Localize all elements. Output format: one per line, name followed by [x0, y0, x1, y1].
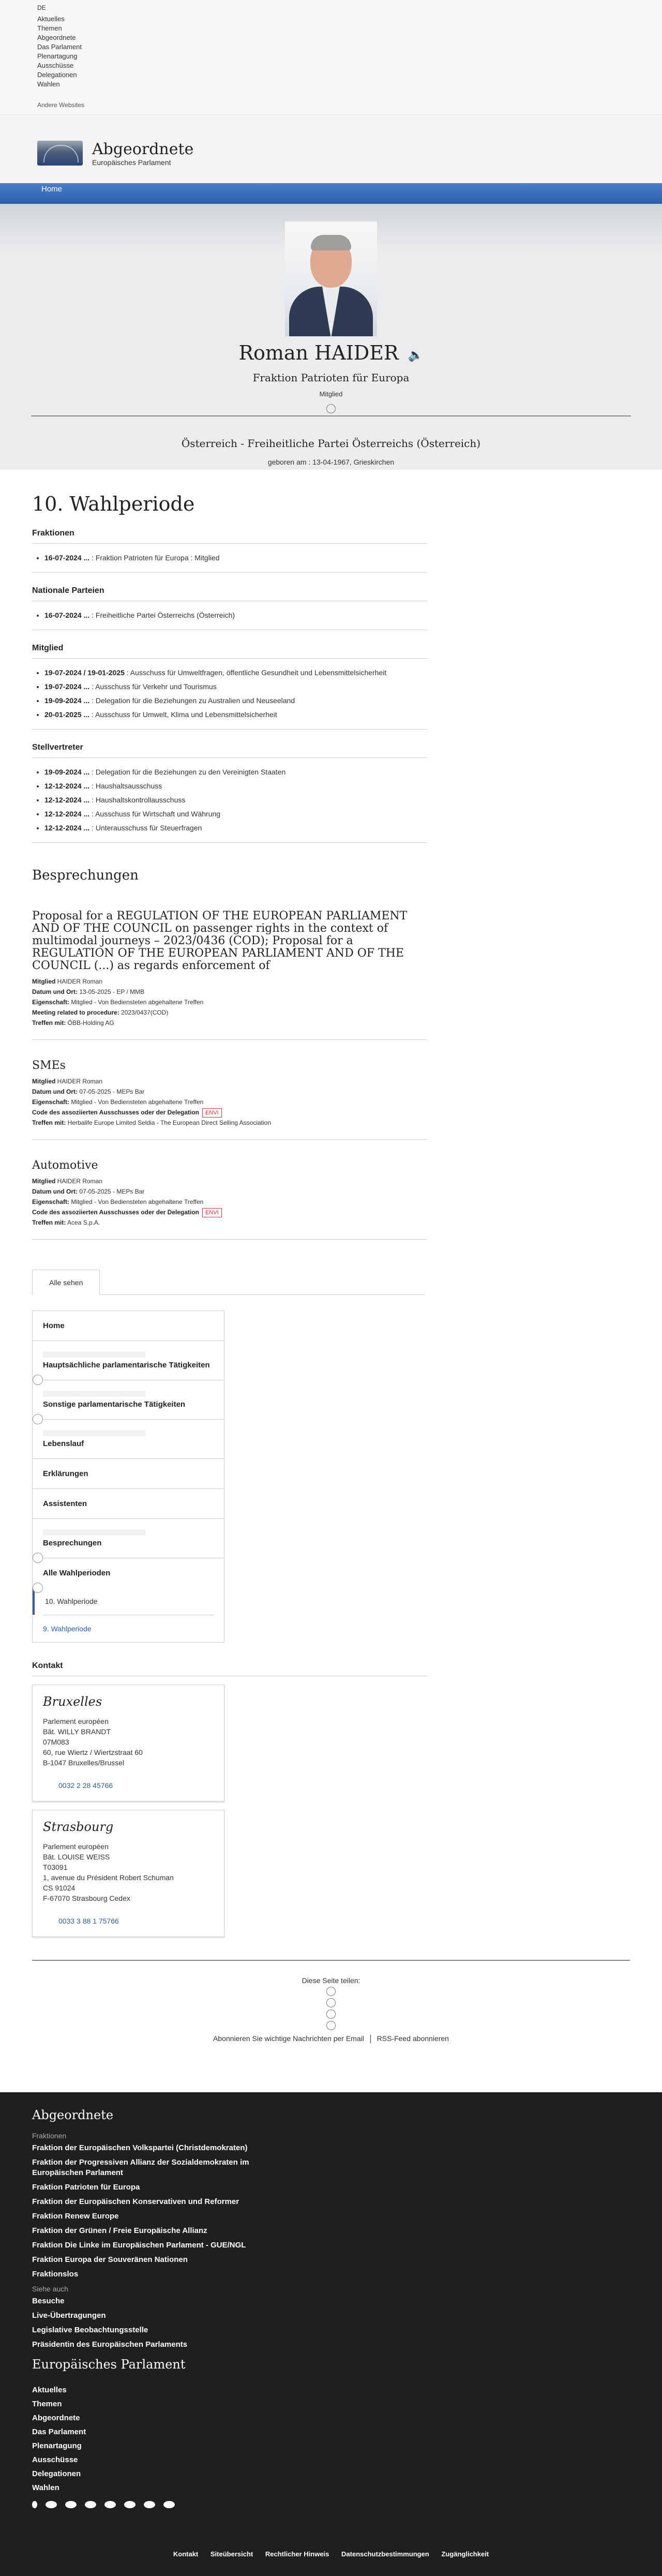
top-menu-item[interactable]: Plenartagung [37, 52, 78, 60]
contact-title: Kontakt [32, 1661, 427, 1676]
footer-link[interactable]: Wahlen [32, 2483, 59, 2492]
footer-legal [0, 2550, 662, 2558]
list-item: • 12-12-2024 ... : Unterausschuss für Steuerfragen [44, 821, 427, 835]
address-line: Parlement européen [43, 1842, 109, 1851]
mep-portrait [285, 221, 377, 336]
top-menu-item[interactable]: Aktuelles [37, 15, 65, 23]
site-subtitle: Europäisches Parlament [92, 158, 171, 167]
site-title[interactable]: Abgeordnete [92, 140, 194, 158]
meeting-row: Treffen mit: ÖBB-Holding AG [32, 1019, 114, 1026]
legal-link[interactable]: Siteübersicht [210, 2550, 253, 2558]
footer-link[interactable]: Themen [32, 2400, 62, 2408]
meeting-title[interactable]: SMEs [32, 1059, 66, 1072]
expand-icon [33, 1583, 43, 1593]
social-icon[interactable] [326, 404, 336, 413]
top-menu-item[interactable]: Abgeordnete [37, 34, 76, 41]
nav-item-all-terms[interactable]: Alle Wahlperioden [33, 1558, 224, 1588]
breadcrumb-home[interactable]: Home [41, 185, 63, 193]
flickr-icon[interactable] [124, 2501, 136, 2508]
section-national-parties [32, 586, 427, 630]
list-item: • 16-07-2024 ... : Fraktion Patrioten für Europa : Mitglied [44, 551, 427, 565]
see-all-button[interactable]: Alle sehen [32, 1270, 100, 1295]
committee-badge[interactable]: ENVI [202, 1108, 222, 1118]
top-menu-item[interactable]: Das Parlament [37, 43, 82, 51]
footer-link[interactable]: Live-Übertragungen [32, 2311, 106, 2320]
list-item: • 12-12-2024 ... : Ausschuss für Wirtschaft und Währung [44, 807, 427, 821]
site-header [0, 115, 662, 183]
section-navigation [32, 1311, 224, 1643]
list-item: • 19-09-2024 ... : Delegation für die Beziehungen zu den Vereinigten Staaten [44, 765, 427, 779]
x-icon[interactable] [46, 2501, 57, 2508]
share-section [32, 1960, 630, 2043]
section-member [32, 644, 427, 729]
legal-link[interactable]: Kontakt [173, 2550, 199, 2558]
footer-link[interactable]: Legislative Beobachtungsstelle [32, 2326, 148, 2334]
footer-social [32, 2501, 630, 2508]
footer-groups-label: Fraktionen [32, 2132, 67, 2140]
meeting-row: Datum und Ort: 13-05-2025 - EP / MMB [32, 988, 145, 995]
nav-item-cv[interactable]: Lebenslauf [33, 1420, 224, 1459]
main-content [0, 470, 459, 2043]
section-title: Stellvertreter [32, 743, 427, 758]
contact-card-strasbourg [32, 1810, 224, 1937]
footer-link[interactable]: Plenartagung [32, 2441, 82, 2450]
nav-item-declarations[interactable]: Erklärungen [33, 1459, 224, 1489]
address-line: 60, rue Wiertz / Wiertzstraat 60 [43, 1748, 143, 1756]
meeting-row: Treffen mit: Herbalife Europe Limited Seldia - The European Direct Selling Association [32, 1119, 272, 1126]
meeting-row: Eigenschaft: Mitglied - Von Bediensteten abgehaltene Treffen [32, 999, 204, 1006]
list-item: • 12-12-2024 ... : Haushaltsausschuss [44, 779, 427, 793]
instagram-icon[interactable] [65, 2501, 77, 2508]
footer-title: Abgeordnete [32, 2108, 114, 2122]
address-line: Bât. LOUISE WEISS [43, 1853, 110, 1861]
rss-link[interactable]: RSS-Feed abonnieren [377, 2034, 449, 2043]
breadcrumb [0, 183, 662, 204]
top-menu-item[interactable]: Themen [37, 24, 62, 32]
mep-name [0, 341, 662, 364]
nav-item-main-activities[interactable]: Hauptsächliche parlamentarische Tätigkeiten [33, 1341, 224, 1380]
meeting-row: Datum und Ort: 07-05-2025 - MEPs Bar [32, 1188, 145, 1195]
meeting-item [32, 1159, 427, 1240]
pinterest-icon[interactable] [163, 2501, 175, 2508]
footer-link[interactable]: Aktuelles [32, 2386, 67, 2394]
speaker-icon[interactable]: 🔈 [408, 347, 424, 362]
legal-link[interactable]: Datenschutzbestimmungen [341, 2550, 429, 2558]
subscribe-email-link[interactable]: Abonnieren Sie wichtige Nachrichten per Email [213, 2034, 364, 2043]
legal-link[interactable]: Zugänglichkeit [441, 2550, 489, 2558]
list-item: • 19-07-2024 ... : Ausschuss für Verkehr und Tourismus [44, 680, 427, 694]
facebook-icon[interactable] [32, 2501, 37, 2508]
meeting-row: Code des assoziierten Ausschusses oder der Delegation ENVI [32, 1107, 427, 1118]
top-menu-item[interactable]: Delegationen [37, 71, 77, 79]
footer-link[interactable]: Fraktion Europa der Souveränen Nationen [32, 2255, 188, 2264]
mep-name-text: Roman HAIDER [238, 341, 399, 364]
address-line: Bât. WILLY BRANDT [43, 1728, 111, 1736]
mep-country-party: Österreich - Freiheitliche Partei Österreichs (Österreich) [181, 437, 481, 450]
list-item: • 19-09-2024 ... : Delegation für die Beziehungen zu Australien und Neuseeland [44, 694, 427, 708]
footer-link[interactable]: Fraktion Die Linke im Europäischen Parlament - GUE/NGL [32, 2241, 246, 2250]
meeting-item [32, 1060, 427, 1140]
meeting-title[interactable]: Automotive [32, 1159, 98, 1172]
mep-group: Fraktion Patrioten für Europa [252, 371, 410, 384]
divider [31, 415, 631, 416]
footer-link[interactable]: Fraktion der Grünen / Freie Europäische Allianz [32, 2226, 207, 2235]
footer [0, 2092, 662, 2576]
meeting-row: Datum und Ort: 07-05-2025 - MEPs Bar [32, 1088, 145, 1095]
footer-link[interactable]: Fraktion Renew Europe [32, 2212, 119, 2221]
footer-link[interactable]: Präsidentin des Europäischen Parlaments [32, 2340, 188, 2349]
footer-link[interactable]: Fraktion der Europäischen Konservativen und Reformer [32, 2197, 239, 2206]
nav-item-home[interactable]: Home [33, 1311, 224, 1341]
contact-city: Bruxelles [43, 1694, 102, 1709]
address-line: B-1047 Bruxelles/Brussel [43, 1759, 125, 1767]
nav-term-10[interactable]: 10. Wahlperiode [33, 1588, 224, 1615]
committee-badge[interactable]: ENVI [202, 1208, 222, 1217]
term-title: 10. Wahlperiode [32, 493, 195, 515]
contact-card-brussels [32, 1685, 224, 1801]
list-item: • 16-07-2024 ... : Freiheitliche Partei Österreichs (Österreich) [44, 608, 427, 622]
footer-link[interactable]: Fraktion der Europäischen Volkspartei (Christdemokraten) [32, 2143, 248, 2152]
footer-link[interactable]: Fraktionslos [32, 2270, 79, 2279]
share-facebook-icon[interactable] [326, 1987, 336, 1996]
meeting-row: Eigenschaft: Mitglied - Von Bediensteten abgehaltene Treffen [32, 1098, 204, 1106]
mep-birth: geboren am : 13-04-1967, Grieskirchen [267, 458, 395, 466]
share-email-icon[interactable] [326, 2021, 336, 2030]
meeting-item [32, 910, 427, 1040]
address-line: 07M083 [43, 1738, 69, 1746]
section-groups [32, 529, 427, 573]
profile-header [0, 204, 662, 470]
phone-link[interactable]: 0033 3 88 1 75766 [58, 1917, 119, 1925]
mep-role: Mitglied [319, 390, 343, 398]
section-title: Mitglied [32, 644, 427, 659]
youtube-icon[interactable] [104, 2501, 116, 2508]
address-line: 1, avenue du Président Robert Schuman [43, 1873, 174, 1882]
address-line: F-67070 Strasbourg Cedex [43, 1894, 130, 1902]
meeting-row: Meeting related to procedure: 2023/0437(COD) [32, 1009, 169, 1016]
contact-city: Strasbourg [43, 1820, 114, 1834]
meeting-row: Mitglied HAIDER Roman [32, 1078, 103, 1085]
list-item: • 19-07-2024 / 19-01-2025 : Ausschuss für Umweltfragen, öffentliche Gesundheit und Lebensmittelsicherheit [44, 666, 427, 680]
language-selector[interactable]: DE [37, 4, 46, 11]
footer-link[interactable]: Besuche [32, 2297, 65, 2305]
meeting-row: Treffen mit: Acea S.p.A. [32, 1219, 100, 1226]
address-line: Parlement européen [43, 1717, 109, 1725]
nav-item-meetings[interactable]: Besprechungen [33, 1519, 224, 1558]
section-title: Fraktionen [32, 529, 427, 544]
legal-link[interactable]: Rechtlicher Hinweis [265, 2550, 329, 2558]
meetings-title: Besprechungen [32, 868, 139, 883]
footer-link[interactable]: Das Parlament [32, 2428, 86, 2436]
share-label: Diese Seite teilen: [302, 1976, 360, 1985]
address-line: CS 91024 [43, 1884, 76, 1892]
top-menu [0, 0, 662, 115]
meeting-row: Eigenschaft: Mitglied - Von Bediensteten abgehaltene Treffen [32, 1198, 204, 1205]
meeting-row: Mitglied HAIDER Roman [32, 1178, 103, 1185]
footer-link[interactable]: Ausschüsse [32, 2455, 78, 2464]
footer-link[interactable]: Fraktion der Progressiven Allianz der Sozialdemokraten im Europäischen Parlament [32, 2158, 249, 2177]
footer-ep-title: Europäisches Parlament [32, 2357, 186, 2372]
nav-item-assistants[interactable]: Assistenten [33, 1489, 224, 1519]
top-menu-item[interactable]: Ausschüsse [37, 62, 74, 69]
meeting-row: Mitglied HAIDER Roman [32, 978, 103, 985]
footer-link[interactable]: Fraktion Patrioten für Europa [32, 2183, 140, 2192]
meeting-title[interactable]: Proposal for a REGULATION OF THE EUROPEAN PARLIAMENT AND OF THE COUNCIL on passenger rights in the context of multimodal journeys – 2023/0436 (COD); Proposal for a REGULATION OF THE EUROPEAN PARLIAMENT AND OF THE COUNCIL (...) as regards enforcement of [32, 910, 408, 972]
footer-link[interactable]: Abgeordnete [32, 2414, 80, 2422]
section-title: Nationale Parteien [32, 586, 427, 601]
share-x-icon[interactable] [326, 1998, 336, 2007]
top-menu-item[interactable]: Wahlen [37, 80, 60, 88]
phone-link[interactable]: 0032 2 28 45766 [58, 1781, 113, 1790]
nav-item-other-activities[interactable]: Sonstige parlamentarische Tätigkeiten [33, 1380, 224, 1420]
list-item: • 20-01-2025 ... : Ausschuss für Umwelt, Klima und Lebensmittelsicherheit [44, 708, 427, 722]
ep-logo-icon[interactable] [37, 141, 83, 166]
nav-term-9[interactable]: 9. Wahlperiode [43, 1615, 214, 1642]
section-substitute [32, 743, 427, 843]
other-websites-link[interactable]: Andere Websites [37, 101, 85, 109]
meeting-row: Code des assoziierten Ausschusses oder der Delegation ENVI [32, 1207, 427, 1217]
list-item: • 12-12-2024 ... : Haushaltskontrollausschuss [44, 793, 427, 807]
share-linkedin-icon[interactable] [326, 2009, 336, 2019]
address-line: T03091 [43, 1863, 68, 1871]
linkedin-icon[interactable] [85, 2501, 96, 2508]
reddit-icon[interactable] [144, 2501, 155, 2508]
footer-link[interactable]: Delegationen [32, 2469, 81, 2478]
footer-see-also-label: Siehe auch [32, 2285, 69, 2293]
